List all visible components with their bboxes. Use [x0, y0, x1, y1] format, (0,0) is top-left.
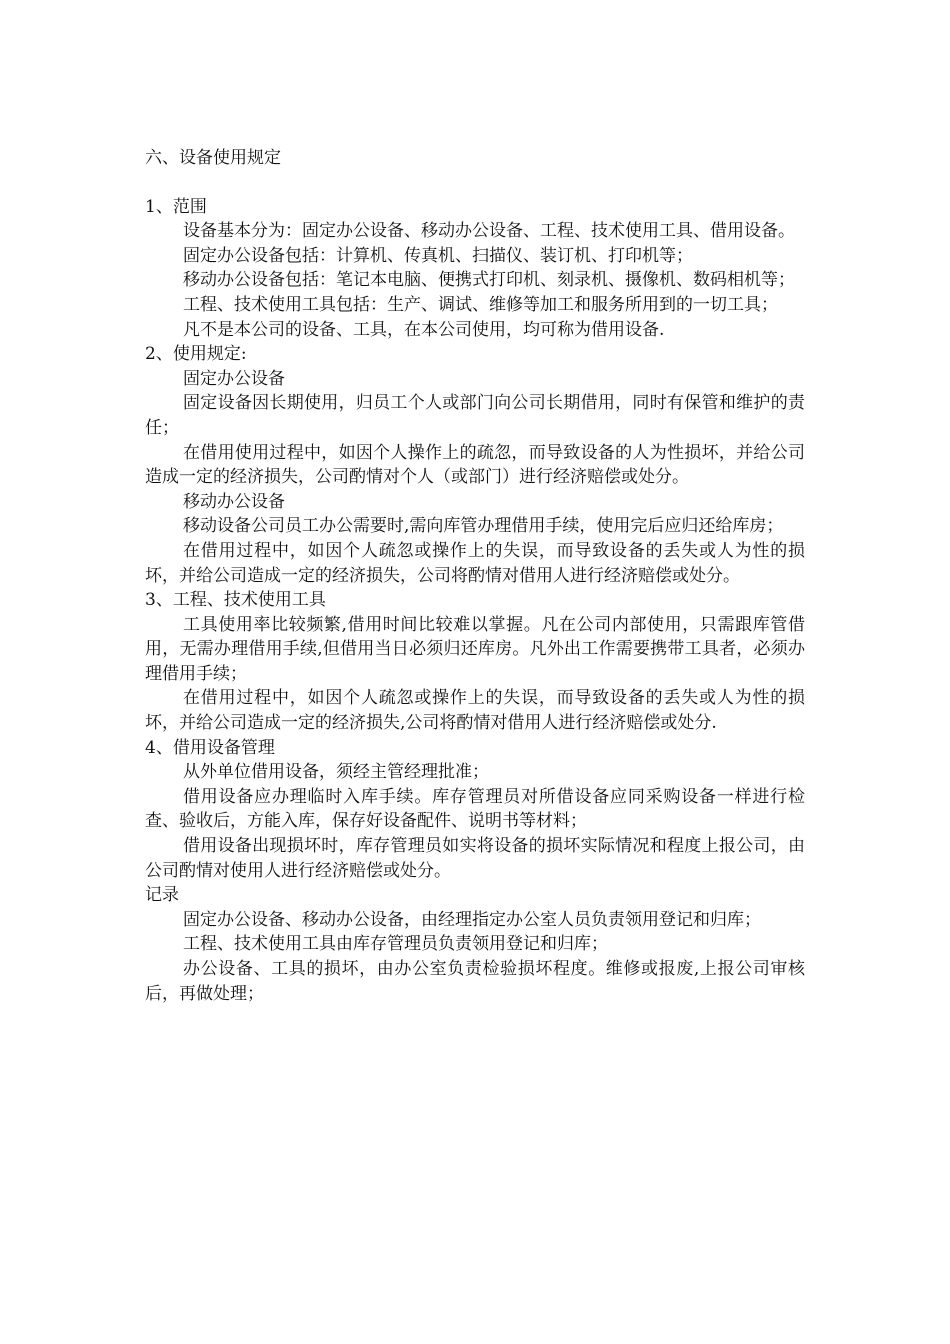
paragraph: 凡不是本公司的设备、工具，在本公司使用，均可称为借用设备. — [183, 319, 665, 340]
paragraph: 移动设备公司员工办公需要时,需向库管办理借用手续，使用完后应归还给库房； — [183, 516, 784, 537]
heading-scope: 1、范围 — [145, 196, 207, 217]
paragraph: 从外单位借用设备，须经主管经理批准； — [183, 762, 489, 783]
subheading-fixed-equipment: 固定办公设备 — [183, 368, 285, 389]
paragraph: 固定办公设备包括：计算机、传真机、扫描仪、装订机、打印机等； — [183, 245, 693, 266]
paragraph: 在借用过程中，如因个人疏忽或操作上的失误，而导致设备的丢失或人为性的损坏，并给公司造成一定的经济损失，公司将酌情对借用人进行经济赔偿或处分。 — [145, 540, 805, 586]
heading-records: 记录 — [145, 885, 179, 906]
paragraph: 在借用过程中，如因个人疏忽或操作上的失误，而导致设备的丢失或人为性的损坏，并给公司造成一定的经济损失,公司将酌情对借用人进行经济赔偿或处分. — [145, 688, 805, 734]
subheading-mobile-equipment: 移动办公设备 — [183, 491, 285, 512]
paragraph: 固定设备因长期使用，归员工个人或部门向公司长期借用，同时有保管和维护的责任； — [145, 393, 805, 438]
paragraph: 工程、技术使用工具由库存管理员负责领用登记和归库； — [183, 934, 608, 955]
document-body — [145, 146, 805, 1006]
paragraph: 办公设备、工具的损坏，由办公室负责检验损坏程度。维修或报废,上报公司审核后，再做处理； — [145, 959, 805, 1004]
paragraph: 借用设备应办理临时入库手续。库存管理员对所借设备应同采购设备一样进行检查、验收后，方能入库，保存好设备配件、说明书等材料； — [145, 786, 805, 832]
paragraph: 设备基本分为：固定办公设备、移动办公设备、工程、技术使用工具、借用设备。 — [183, 221, 795, 242]
paragraph: 在借用使用过程中，如因个人操作上的疏忽，而导致设备的人为性损坏，并给公司造成一定的经济损失，公司酌情对个人（或部门）进行经济赔偿或处分。 — [145, 442, 805, 488]
paragraph: 固定办公设备、移动办公设备，由经理指定办公室人员负责领用登记和归库； — [183, 909, 761, 930]
heading-tools: 3、工程、技术使用工具 — [145, 590, 326, 611]
paragraph: 工具使用率比较频繁,借用时间比较难以掌握。凡在公司内部使用，只需跟库管借用，无需办理借用手续,但借用当日必须归还库房。凡外出工作需要携带工具者，必须办理借用手续； — [145, 614, 805, 684]
paragraph: 移动办公设备包括：笔记本电脑、便携式打印机、刻录机、摄像机、数码相机等； — [183, 270, 795, 291]
paragraph: 借用设备出现损坏时，库存管理员如实将设备的损坏实际情况和程度上报公司，由公司酌情对使用人进行经济赔偿或处分。 — [145, 836, 805, 881]
heading-usage-rules: 2、使用规定: — [145, 344, 247, 365]
section-title: 六、设备使用规定 — [145, 148, 281, 168]
paragraph: 工程、技术使用工具包括：生产、调试、维修等加工和服务所用到的一切工具； — [183, 294, 778, 315]
heading-borrowed-equipment: 4、借用设备管理 — [145, 737, 275, 758]
